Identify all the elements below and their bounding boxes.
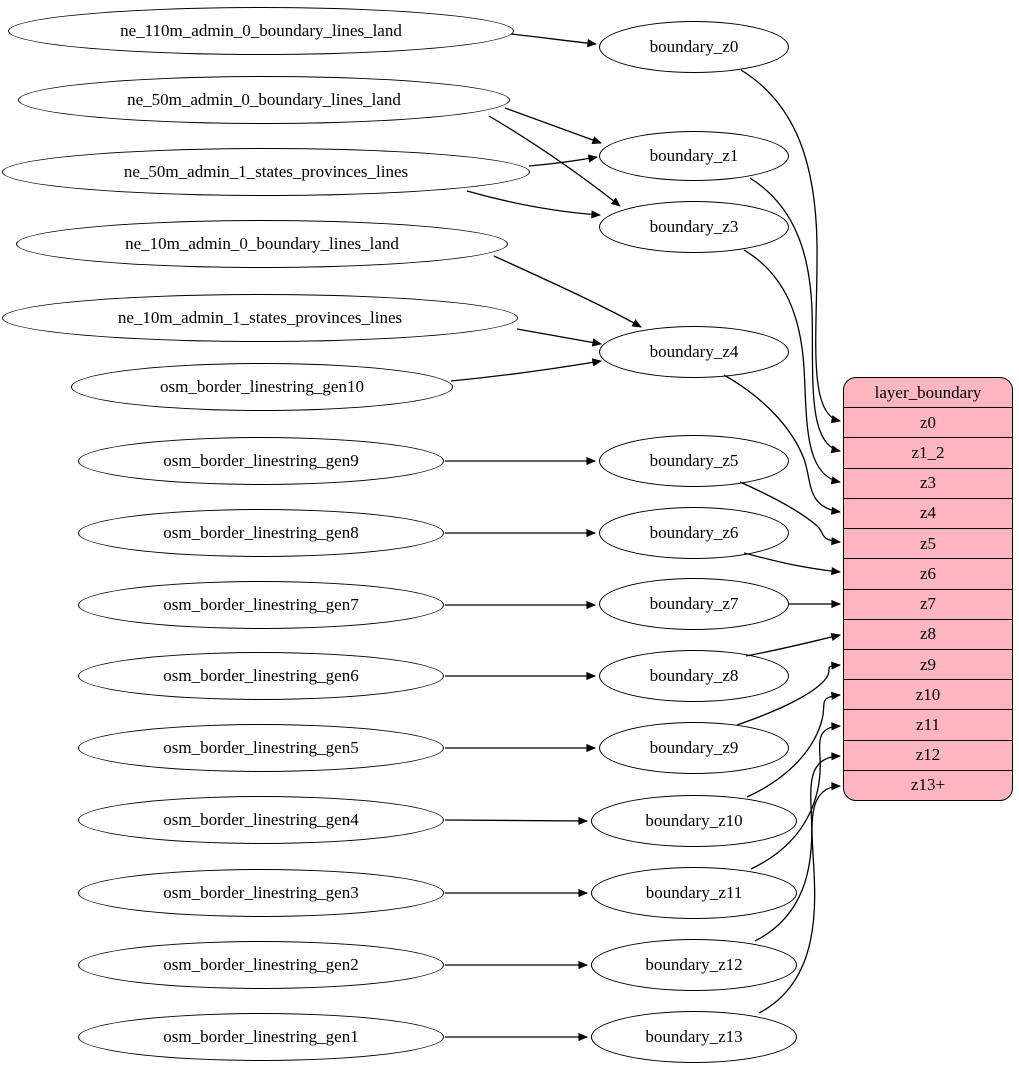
- table-row-z7: [844, 589, 1012, 619]
- node-label: boundary_z12: [645, 955, 743, 974]
- node-label: osm_border_linestring_gen5: [163, 738, 359, 757]
- table-row-label: z1_2: [911, 443, 945, 463]
- table-row-z9: [844, 649, 1012, 679]
- source-node-osm-border-linestring-gen2: [78, 941, 444, 989]
- table-row-z12: [844, 740, 1012, 770]
- node-label: ne_110m_admin_0_boundary_lines_land: [120, 21, 402, 40]
- source-node-osm-border-linestring-gen4: [78, 796, 444, 844]
- edge-boundary-z6-to-layer-boundaryz6: [744, 553, 840, 572]
- transform-node-boundary-z0: [599, 21, 789, 73]
- edge-boundary-z8-to-layer-boundaryz8: [746, 635, 840, 656]
- source-node-osm-border-linestring-gen10: [71, 363, 453, 411]
- transform-node-boundary-z12: [591, 939, 797, 991]
- table-row-z6: [844, 558, 1012, 588]
- node-label: ne_50m_admin_1_states_provinces_lines: [123, 162, 409, 181]
- node-label: boundary_z0: [649, 37, 739, 56]
- source-node-ne-50m-admin-1-states-provinces-lines: [2, 148, 530, 196]
- node-label: boundary_z4: [649, 342, 739, 361]
- source-node-osm-border-linestring-gen6: [78, 652, 444, 700]
- node-label: boundary_z6: [649, 523, 739, 542]
- node-label: osm_border_linestring_gen4: [163, 810, 359, 829]
- node-label: boundary_z10: [645, 811, 743, 830]
- node-label: boundary_z9: [649, 738, 739, 757]
- table-row-label: z6: [919, 563, 937, 583]
- edge-osm-border-linestring-gen4-to-boundary-z10: [445, 820, 587, 821]
- source-node-osm-border-linestring-gen9: [78, 437, 444, 485]
- node-label: boundary_z11: [645, 883, 743, 902]
- table-row-label: z0: [919, 412, 937, 432]
- table-row-label: z5: [919, 533, 937, 553]
- table-row-z11: [844, 709, 1012, 739]
- source-node-osm-border-linestring-gen1: [78, 1013, 444, 1061]
- node-label: boundary_z7: [649, 594, 739, 613]
- node-label: osm_border_linestring_gen9: [163, 451, 359, 470]
- edge-osm-border-linestring-gen10-to-boundary-z4: [451, 361, 601, 381]
- transform-node-boundary-z10: [591, 795, 797, 847]
- edge-boundary-z12-to-layer-boundaryz12: [755, 756, 840, 941]
- table-row-label: z7: [919, 594, 937, 614]
- table-title: layer_boundary: [874, 382, 982, 402]
- table-row-z4: [844, 498, 1012, 528]
- source-node-osm-border-linestring-gen8: [78, 509, 444, 557]
- transform-node-boundary-z5: [599, 435, 789, 487]
- table-row-z1-2: [844, 437, 1012, 467]
- node-label: osm_border_linestring_gen1: [163, 1027, 359, 1046]
- table-row-label: z13+: [910, 775, 946, 795]
- transform-node-boundary-z11: [591, 867, 797, 919]
- edge-ne-50m-admin-0-boundary-lines-land-to-boundary-z1: [505, 108, 601, 143]
- node-label: boundary_z5: [649, 451, 739, 470]
- transform-node-boundary-z8: [599, 650, 789, 702]
- source-node-ne-10m-admin-0-boundary-lines-land: [16, 220, 508, 268]
- table-row-z3: [844, 468, 1012, 498]
- node-label: osm_border_linestring_gen10: [160, 377, 364, 396]
- node-label: osm_border_linestring_gen7: [163, 595, 359, 614]
- node-label: boundary_z3: [649, 217, 739, 236]
- transform-node-boundary-z4: [599, 326, 789, 378]
- layer-boundary-table: [843, 377, 1013, 801]
- table-row-label: z3: [919, 473, 937, 493]
- edge-ne-10m-admin-1-states-provinces-lines-to-boundary-z4: [517, 329, 601, 344]
- table-row-z10: [844, 679, 1012, 709]
- node-label: ne_10m_admin_1_states_provinces_lines: [117, 308, 403, 327]
- table-row-label: z8: [919, 624, 937, 644]
- transform-node-boundary-z13: [591, 1011, 797, 1063]
- table-row-label: z10: [915, 684, 941, 704]
- node-label: osm_border_linestring_gen2: [163, 955, 359, 974]
- edge-ne-50m-admin-1-states-provinces-lines-to-boundary-z1: [529, 157, 597, 166]
- source-node-ne-110m-admin-0-boundary-lines-land: [8, 7, 514, 55]
- edge-ne-50m-admin-1-states-provinces-lines-to-boundary-z3: [467, 191, 600, 215]
- transform-node-boundary-z9: [599, 722, 789, 774]
- node-label: boundary_z1: [649, 146, 739, 165]
- node-label: boundary_z8: [649, 666, 739, 685]
- node-label: boundary_z13: [645, 1027, 743, 1046]
- table-row-label: z4: [919, 503, 937, 523]
- table-row-label: z11: [916, 715, 940, 735]
- edge-ne-110m-admin-0-boundary-lines-land-to-boundary-z0: [511, 34, 596, 44]
- table-row-z5: [844, 528, 1012, 558]
- transform-node-boundary-z1: [599, 131, 789, 181]
- transform-node-boundary-z3: [599, 201, 789, 253]
- table-row-z8: [844, 619, 1012, 649]
- transform-node-boundary-z6: [599, 507, 789, 559]
- transform-node-boundary-z7: [599, 578, 789, 630]
- table-row-label: z9: [919, 654, 937, 674]
- node-label: ne_10m_admin_0_boundary_lines_land: [125, 234, 399, 253]
- source-node-ne-10m-admin-1-states-provinces-lines: [2, 294, 518, 342]
- node-label: osm_border_linestring_gen6: [163, 666, 359, 685]
- node-label: osm_border_linestring_gen3: [163, 883, 359, 902]
- table-row-z13: [844, 770, 1012, 800]
- table-title-row: [844, 378, 1012, 407]
- table-row-label: z12: [915, 745, 941, 765]
- table-row-z0: [844, 407, 1012, 437]
- node-label: osm_border_linestring_gen8: [163, 523, 359, 542]
- source-node-osm-border-linestring-gen5: [78, 724, 444, 772]
- source-node-ne-50m-admin-0-boundary-lines-land: [18, 76, 510, 124]
- node-label: ne_50m_admin_0_boundary_lines_land: [127, 90, 401, 109]
- source-node-osm-border-linestring-gen3: [78, 869, 444, 917]
- source-node-osm-border-linestring-gen7: [78, 581, 444, 629]
